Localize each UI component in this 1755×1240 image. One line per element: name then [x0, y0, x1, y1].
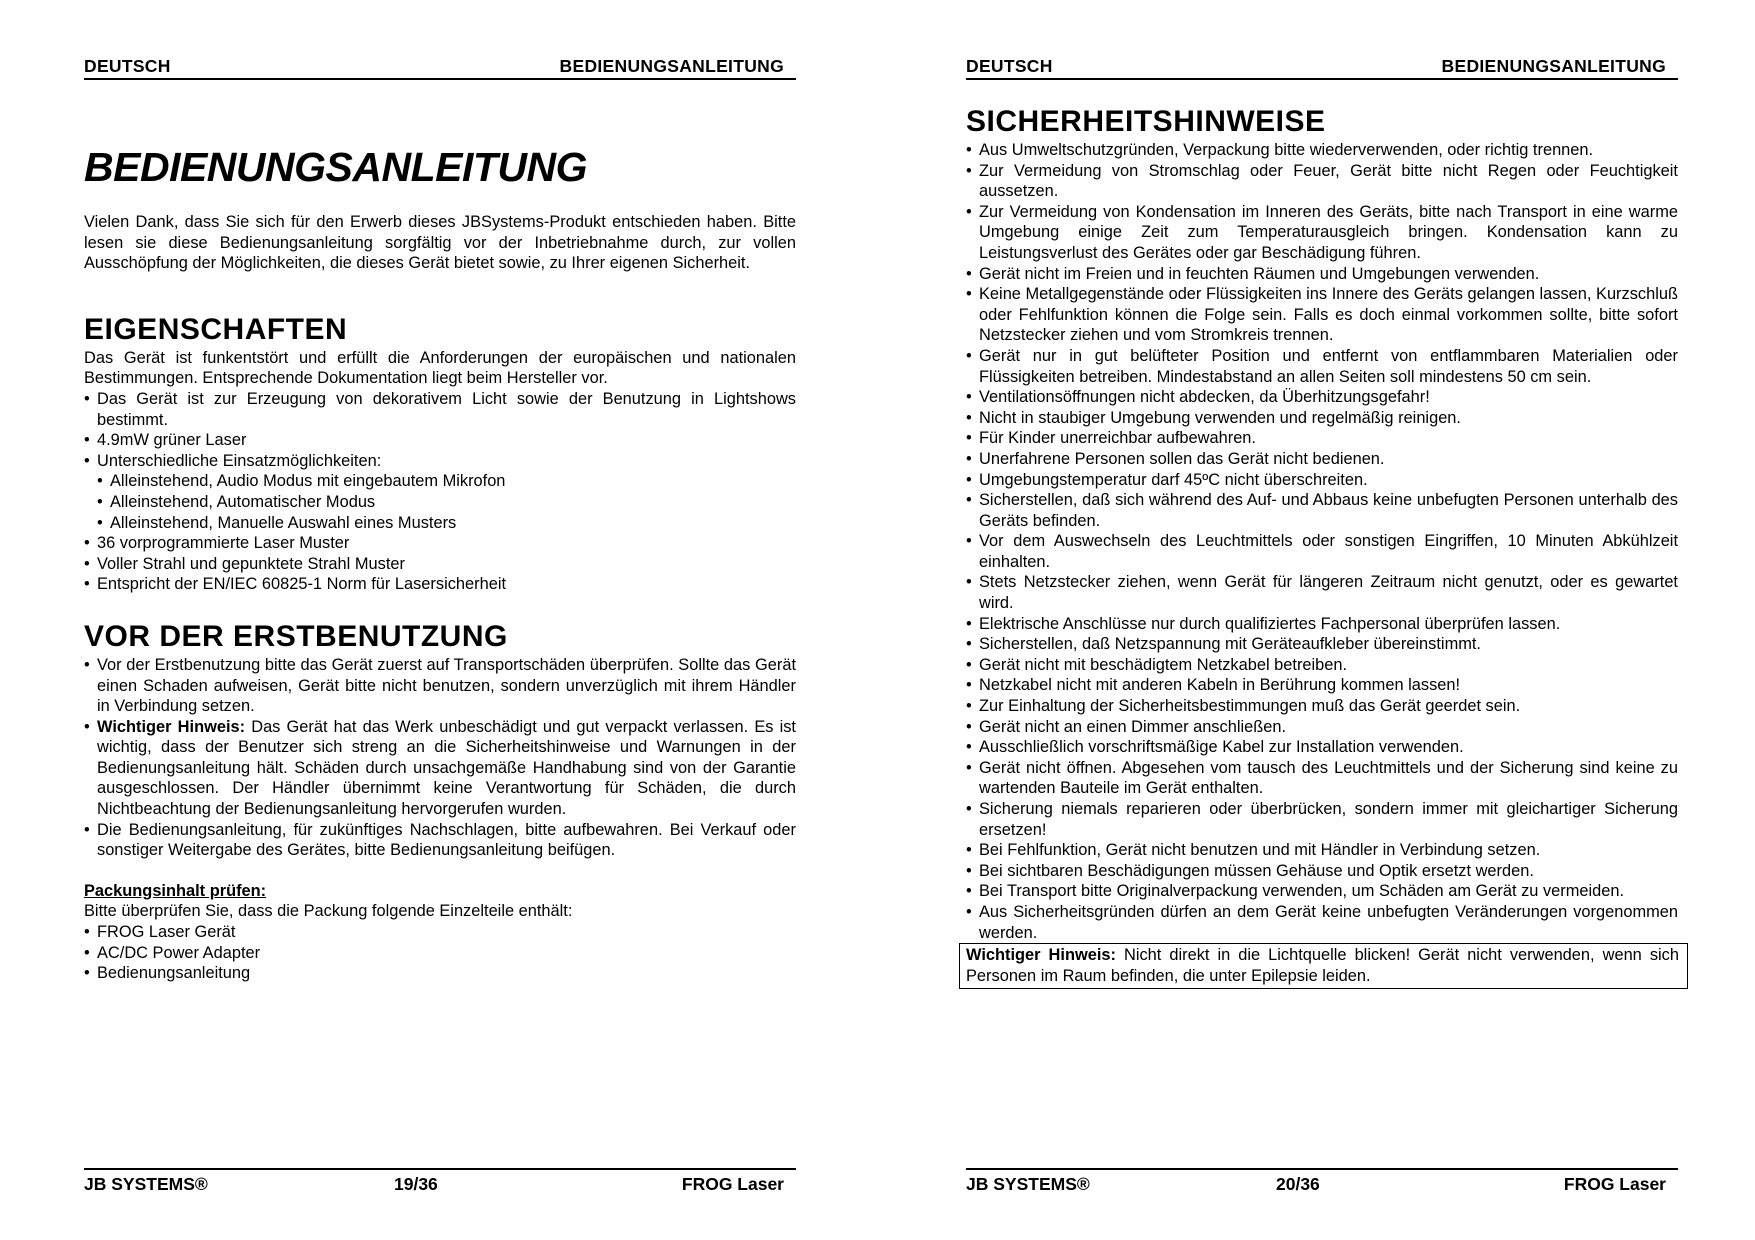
list-item: • Gerät nur in gut belüfteter Position und entfernt von entflammbaren Materialien oder Flüssigkeiten betreiben. Mindestabstand an allen Seiten soll mindestens 50 cm sein.	[966, 346, 1678, 387]
package-heading: Packungsinhalt prüfen:	[84, 881, 267, 900]
list-item: • 36 vorprogrammierte Laser Muster	[84, 533, 796, 554]
features-heading: EIGENSCHAFTEN	[84, 312, 348, 346]
list-item: • Gerät nicht an einen Dimmer anschließen.	[966, 717, 1678, 738]
notice-label: Wichtiger Hinweis:	[966, 946, 1116, 965]
page-header	[84, 54, 796, 80]
notice-text: Nicht direkt in die Lichtquelle blicken! Gerät nicht verwenden, wenn sich Personen im Raum befinden, die unter Epilepsie leiden.	[966, 946, 1679, 985]
before-use-list	[84, 655, 796, 861]
features-text: Das Gerät ist funkentstört und erfüllt die Anforderungen der europäischen und nationalen Bestimmungen. Entsprechende Dokumentation liegt beim Hersteller vor.	[84, 348, 796, 388]
list-item: • Bei Fehlfunktion, Gerät nicht benutzen und mit Händler in Verbindung setzen.	[966, 840, 1678, 861]
intro-text: Vielen Dank, dass Sie sich für den Erwerb dieses JBSystems-Produkt entschieden haben. Bitte lesen sie diese Bedienungsanleitung sorgfältig vor der Inbetriebnahme durch, zur vollen Ausschöpfung der Möglichkeiten, die dieses Gerät bietet sowie, zu Ihrer eigenen Sicherheit.	[84, 213, 796, 273]
list-item: • Sicherstellen, daß sich während des Auf- und Abbaus keine unbefugten Personen unterhalb des Geräts befinden.	[966, 490, 1678, 531]
footer-brand: JB SYSTEMS®	[966, 1174, 1090, 1194]
list-item: • Ausschließlich vorschriftsmäßige Kabel zur Installation verwenden.	[966, 737, 1678, 758]
important-text: Das Gerät hat das Werk unbeschädigt und gut verpackt verlassen. Es ist wichtig, dass der Benutzer sich streng an die Sicherheitshinweise und Warnungen in der Bedienungsanleitung hält. Schäden durch unsachgemäße Handhabung sind von der Garantie ausgeschlossen. Der Händler übernimmt keine Verantwortung für Schäden, die durch Nichtbeachtung der Bedienungsanleitung hervorgerufen wurden.	[97, 717, 796, 819]
list-item: • Das Gerät ist zur Erzeugung von dekorativem Licht sowie der Benutzung in Lightshows bestimmt.	[84, 389, 796, 430]
list-item: • Elektrische Anschlüsse nur durch qualifiziertes Fachpersonal überprüfen lassen.	[966, 614, 1678, 635]
safety-list	[966, 140, 1678, 943]
list-item: • Stets Netzstecker ziehen, wenn Gerät für längeren Zeitraum nicht genutzt, oder es gewartet wird.	[966, 572, 1678, 613]
footer-brand: JB SYSTEMS®	[84, 1174, 208, 1194]
footer-product: FROG Laser	[681, 1174, 784, 1194]
list-item: • Aus Sicherheitsgründen dürfen an dem Gerät keine unbefugten Veränderungen vorgenommen werden.	[966, 902, 1678, 943]
list-item	[84, 717, 796, 820]
list-item: • Zur Vermeidung von Stromschlag oder Feuer, Gerät bitte nicht Regen oder Feuchtigkeit aussetzen.	[966, 161, 1678, 202]
features-list	[84, 389, 796, 595]
footer-page-number: 20/36	[1276, 1174, 1320, 1194]
list-item: • Nicht in staubiger Umgebung verwenden und regelmäßig reinigen.	[966, 408, 1678, 429]
left-content	[84, 143, 796, 984]
list-item: • Für Kinder unerreichbar aufbewahren.	[966, 428, 1678, 449]
important-notice-box	[959, 943, 1688, 989]
list-item: • Zur Einhaltung der Sicherheitsbestimmungen muß das Gerät geerdet sein.	[966, 696, 1678, 717]
header-language: DEUTSCH	[84, 56, 171, 76]
right-content	[966, 104, 1678, 989]
list-item: • Sicherstellen, daß Netzspannung mit Geräteaufkleber übereinstimmt.	[966, 634, 1678, 655]
list-item: • Die Bedienungsanleitung, für zukünftiges Nachschlagen, bitte aufbewahren. Bei Verkauf oder sonstiger Weitergabe des Gerätes, bitte Bedienungsanleitung beifügen.	[84, 820, 796, 861]
important-label: Wichtiger Hinweis:	[97, 717, 246, 736]
list-item: • Gerät nicht im Freien und in feuchten Räumen und Umgebungen verwenden.	[966, 264, 1678, 285]
list-item: • Aus Umweltschutzgründen, Verpackung bitte wiederverwenden, oder richtig trennen.	[966, 140, 1678, 161]
footer-page-number: 19/36	[394, 1174, 438, 1194]
list-item: • Sicherung niemals reparieren oder überbrücken, sondern immer mit gleichartiger Sicherung ersetzen!	[966, 799, 1678, 840]
list-item: • Gerät nicht öffnen. Abgesehen vom tausch des Leuchtmittels und der Sicherung sind keine zu wartenden Bauteile im Gerät enthalten.	[966, 758, 1678, 799]
list-item: • Voller Strahl und gepunktete Strahl Muster	[84, 554, 796, 575]
before-use-heading: VOR DER ERSTBENUTZUNG	[84, 619, 508, 653]
list-item: • Keine Metallgegenstände oder Flüssigkeiten ins Innere des Geräts gelangen lassen, Kurzschluß oder Fehlfunktion können die Folge sein. Falls es doch einmal vorkommen sollte, bitte sofort Netzstecker ziehen und vom Stromkreis trennen.	[966, 284, 1678, 346]
list-item: • Bei Transport bitte Originalverpackung verwenden, um Schäden am Gerät zu vermeiden.	[966, 881, 1678, 902]
list-item: • Vor der Erstbenutzung bitte das Gerät zuerst auf Transportschäden überprüfen. Sollte das Gerät einen Schaden aufweisen, Gerät bitte nicht benutzen, sondern unverzüglich mit ihrem Händler in Verbindung setzen.	[84, 655, 796, 717]
package-list	[84, 922, 796, 984]
list-item: • Vor dem Auswechseln des Leuchtmittels oder sonstigen Eingriffen, 10 Minuten Abkühlzeit einhalten.	[966, 531, 1678, 572]
list-item: • 4.9mW grüner Laser	[84, 430, 796, 451]
main-title: BEDIENUNGSANLEITUNG	[84, 144, 588, 190]
list-item: • Alleinstehend, Audio Modus mit eingebautem Mikrofon	[97, 471, 796, 492]
footer-product: FROG Laser	[1563, 1174, 1666, 1194]
list-item: • Bei sichtbaren Beschädigungen müssen Gehäuse und Optik ersetzt werden.	[966, 861, 1678, 882]
list-item: • Bedienungsanleitung	[84, 963, 796, 984]
header-doc-title: BEDIENUNGSANLEITUNG	[1441, 56, 1666, 76]
list-item: • Netzkabel nicht mit anderen Kabeln in Berührung kommen lassen!	[966, 675, 1678, 696]
page-footer	[966, 1168, 1678, 1194]
list-item: • AC/DC Power Adapter	[84, 943, 796, 964]
page-header	[966, 54, 1678, 80]
safety-heading: SICHERHEITSHINWEISE	[966, 105, 1326, 138]
list-item: • Zur Vermeidung von Kondensation im Inneren des Geräts, bitte nach Transport in eine warme Umgebung einige Zeit zum Temperaturausgleich bringen. Kondensation kann zu Leistungsverlust des Gerätes oder gar Beschädigung führen.	[966, 202, 1678, 264]
header-doc-title: BEDIENUNGSANLEITUNG	[559, 56, 784, 76]
list-item: • Entspricht der EN/IEC 60825-1 Norm für Lasersicherheit	[84, 574, 796, 595]
list-item: • Alleinstehend, Automatischer Modus	[97, 492, 796, 513]
list-item: • Ventilationsöffnungen nicht abdecken, da Überhitzungsgefahr!	[966, 387, 1678, 408]
list-item: • Gerät nicht mit beschädigtem Netzkabel betreiben.	[966, 655, 1678, 676]
list-item: • Umgebungstemperatur darf 45ºC nicht überschreiten.	[966, 470, 1678, 491]
page-footer	[84, 1168, 796, 1194]
left-page	[84, 0, 800, 1240]
list-item: • Unterschiedliche Einsatzmöglichkeiten:	[84, 451, 796, 472]
list-item: • Alleinstehend, Manuelle Auswahl eines Musters	[97, 513, 796, 534]
list-item: • FROG Laser Gerät	[84, 922, 796, 943]
list-item: • Unerfahrene Personen sollen das Gerät nicht bedienen.	[966, 449, 1678, 470]
header-language: DEUTSCH	[966, 56, 1053, 76]
package-text: Bitte überprüfen Sie, dass die Packung folgende Einzelteile enthält:	[84, 902, 573, 921]
right-page	[966, 0, 1682, 1240]
